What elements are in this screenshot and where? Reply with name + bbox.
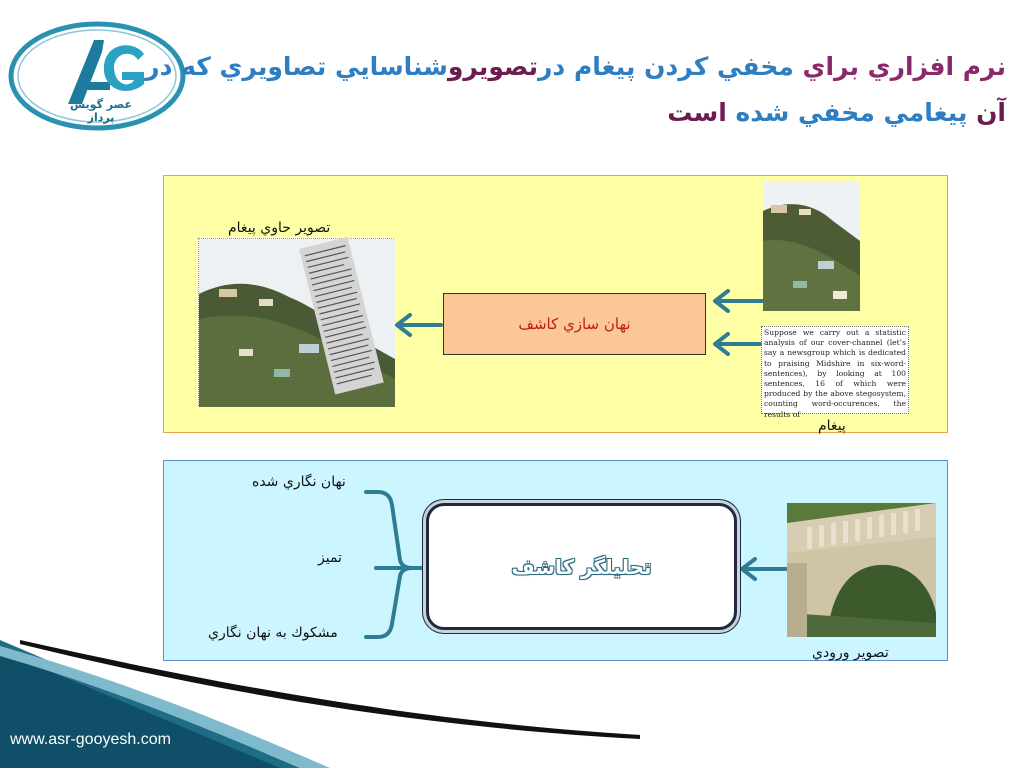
branch-connector [366, 568, 412, 637]
branch-connector [366, 492, 424, 568]
title-segment: آن [976, 98, 1006, 127]
output-suspicious-label: مشكوك به نهان نگاري [208, 625, 338, 641]
title-segment: مخفي كردن پيغام در [538, 52, 803, 81]
title-segment: پيغامي مخفي شده [735, 98, 977, 127]
stego-image-label: تصوير حاوي پيغام [228, 220, 331, 236]
title-segment: نرم افزاري براي [802, 52, 1006, 81]
message-label: پيغام [818, 418, 846, 434]
output-stego-label: نهان نگاري شده [252, 474, 346, 490]
output-clean-label: تميز [318, 550, 342, 566]
input-image [787, 503, 936, 637]
title-segment: شناسايي تصاويري كه در [145, 52, 448, 81]
logo-subtitle: عصر گويش پرداز [70, 98, 132, 124]
title-segment: تصويرو [447, 52, 539, 81]
message-text: Suppose we carry out a statistic analysis of our cover-channel (let’s say a newsgroup which is dedicated to praising Midshire in six-word-sentences), by looking at 100 sentences, 16 of which were produced by the above stegosystem, counting word-occurences, the results of [761, 326, 909, 414]
detector-box [426, 503, 737, 630]
detector-label: تحليلگر كاشف [511, 554, 652, 579]
title-segment: است [667, 98, 736, 127]
input-image-label: تصوير ورودي [812, 645, 889, 661]
embed-process-label: نهان سازي كاشف [518, 315, 631, 333]
website-url[interactable]: www.asr-gooyesh.com [10, 731, 171, 748]
